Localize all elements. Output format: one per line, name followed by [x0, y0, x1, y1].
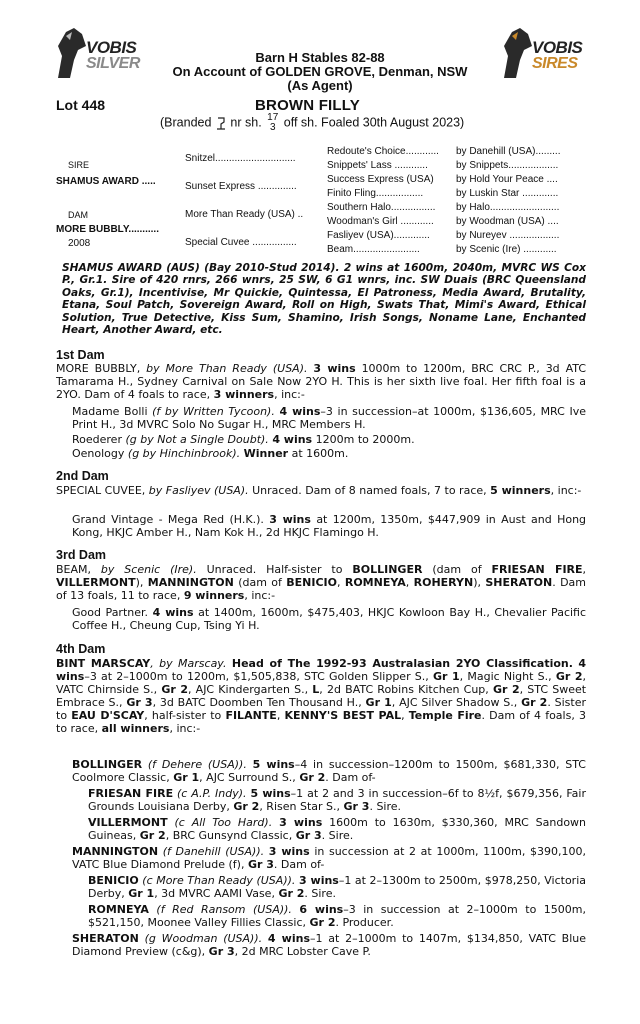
progeny-wins: 5 wins — [250, 787, 291, 800]
progeny-by: (g by Not a Single Doubt). — [125, 433, 269, 446]
fourth-dam-text: , VATC Chirnside S., — [56, 670, 587, 696]
half-sister-kennys-best-pal: KENNY'S BEST PAL — [284, 709, 402, 722]
brand-frac-top: 17 — [267, 112, 279, 123]
progeny-text: . Producer. — [335, 916, 394, 929]
grade-label: Gr 2 — [555, 670, 583, 683]
progeny-by: (c All Too Hard). — [174, 816, 273, 829]
progeny-grand-vintage — [72, 513, 586, 539]
progeny-text: –1 at 2–1000m to 1407m, $134,850, VATC Blue Diamond Preview (c&g), — [72, 932, 587, 958]
grade-label: Gr 1 — [128, 887, 155, 900]
brand-suffix: off sh. Foaled 30th August 2023) — [283, 115, 465, 130]
fourth-dam-wins: 4 wins — [56, 657, 586, 683]
progeny-wins: 4 wins — [267, 932, 310, 945]
logo-right-line1: VOBIS — [532, 38, 583, 57]
progeny-name: Good Partner. — [72, 606, 149, 619]
first-dam-heading: 1st Dam — [56, 348, 105, 362]
brand-frac-bottom: 3 — [269, 122, 276, 133]
fourth-dam-text: , AJC Silver Shadow S., — [391, 696, 518, 709]
second-dam-inc: , inc:- — [550, 484, 582, 497]
fourth-dam-inc: , inc:- — [169, 722, 201, 735]
grade-label: Gr 3 — [247, 858, 274, 871]
grade-label: Gr 3 — [126, 696, 153, 709]
second-dam-by: by Fasliyev (USA). — [148, 484, 249, 497]
progeny-wins: 3 wins — [298, 874, 339, 887]
progeny-text: , 3d MVRC AAMI Vase, — [154, 887, 275, 900]
first-dam-inc: , inc:- — [274, 388, 305, 401]
progeny-benicio — [88, 874, 586, 900]
fourth-dam-text: , Magic Night S., — [459, 670, 552, 683]
first-dam-text: 1000m to 1200m, BRC CRC P., 3d ATC Tamarama H., Sydney Carnival on Sale Now 2YO H. This is her sixth live foal. Her fifth foal is a 2YO. Dam of 4 foals to race, — [56, 362, 587, 401]
grade-label: Gr 2 — [278, 887, 305, 900]
lot-number: Lot 448 — [56, 97, 106, 113]
grade-label: Gr 3 — [343, 800, 370, 813]
progeny-wins: 4 wins — [272, 433, 313, 446]
progeny-name: MANNINGTON — [72, 845, 159, 858]
progeny-wins: 6 wins — [299, 903, 344, 916]
pedigree-gen3-3: Finito Fling................. — [327, 188, 424, 199]
progeny-name: Madame Bolli — [72, 405, 148, 418]
grade-label: Gr 1 — [433, 670, 460, 683]
grade-label: Gr 2 — [139, 829, 166, 842]
pedigree-gen4-5: by Woodman (USA) .... — [456, 216, 559, 227]
progeny-text: . Sire. — [321, 829, 354, 842]
grade-label: Gr 2 — [161, 683, 188, 696]
progeny-sheraton — [72, 932, 586, 958]
sibling-friesan-fire: FRIESAN FIRE — [491, 563, 583, 576]
progeny-text: 1200m to 2000m. — [315, 433, 415, 446]
sire-summary: SHAMUS AWARD (AUS) (Bay 2010-Stud 2014). 2 wins at 1600m, 2040m, MVRC WS Cox P., Gr.1. Sire of 420 rnrs, 266 wnrs, 25 SW, 6 G1 wnrs, inc. SW Duais (BRC Queensland Oaks, Gr.1), Incentivise, Mr Quickie, Quintessa, El Patroness, Media Award, Brutality, Etana, Soul Patch, Sovereign Award, Roll on High, Swats That, Mimi's Award, Ethical Solution, True Detective, Kiss Sum, Shamino, Irish Songs, Noname Lane, Enchanted Heart, Another Award, etc. — [62, 262, 586, 337]
listed-label: L — [312, 683, 320, 696]
third-dam-text: ), — [473, 576, 482, 589]
progeny-text: , 2d MRC Lobster Cave P. — [234, 945, 371, 958]
dam-year: 2008 — [68, 238, 91, 249]
grade-label: Gr 1 — [365, 696, 392, 709]
pedigree-gen4-1: by Snippets.................. — [456, 160, 559, 171]
progeny-name: VILLERMONT — [88, 816, 168, 829]
progeny-by: (c More Than Ready (USA)). — [142, 874, 296, 887]
pedigree-gen4-7: by Scenic (Ire) ............ — [456, 244, 557, 255]
progeny-name: Grand Vintage - Mega Red (H.K.). — [72, 513, 264, 526]
fourth-dam-by: , by Marscay. — [150, 657, 227, 670]
pedigree-gen3-7: Beam........................ — [327, 244, 420, 255]
logo-left-line1: VOBIS — [86, 38, 137, 57]
second-dam-paragraph — [56, 484, 586, 497]
half-sister-temple-fire: Temple Fire — [408, 709, 482, 722]
pedigree-gen4-6: by Nureyev .................. — [456, 230, 560, 241]
sibling-bollinger: BOLLINGER — [352, 563, 423, 576]
progeny-text: , BRC Gunsynd Classic, — [165, 829, 293, 842]
progeny-text: –3 in succession–at 1000m, $136,605, MRC Ive Print H., 3d MVRC Solo No Sugar H., MRC Members H. — [72, 405, 586, 431]
progeny-wins: 3 wins — [269, 513, 311, 526]
third-dam-text: ), — [135, 576, 144, 589]
progeny-wins: 3 wins — [279, 816, 323, 829]
second-dam-winners: 5 winners — [490, 484, 551, 497]
first-dam-paragraph — [56, 362, 586, 401]
third-dam-text: . Dam of 13 foals, 11 to race, — [56, 576, 586, 602]
progeny-text: –1 at 2–1300m to 2500m, $978,250, Victoria Derby, — [88, 874, 587, 900]
progeny-by: (c A.P. Indy). — [177, 787, 247, 800]
progeny-roederer — [72, 433, 586, 446]
progeny-name: FRIESAN FIRE — [88, 787, 174, 800]
half-sister-filante: FILANTE — [225, 709, 277, 722]
progeny-name: ROMNEYA — [88, 903, 149, 916]
fourth-dam-text: , STC Sweet Embrace S., — [56, 683, 587, 709]
fourth-dam-text: , AJC Kindergarten S., — [187, 683, 309, 696]
dam-name: MORE BUBBLY........... — [56, 224, 159, 235]
sister-eau-dscay: EAU D'SCAY — [71, 709, 145, 722]
progeny-text: , Risen Star S., — [259, 800, 341, 813]
third-dam-text: , — [582, 563, 587, 576]
progeny-by: (f Red Ransom (USA)). — [156, 903, 292, 916]
logo-right-line2: SIRES — [532, 55, 578, 72]
pedigree-gen3-5: Woodman's Girl ............ — [327, 216, 434, 227]
second-dam-heading: 2nd Dam — [56, 469, 109, 483]
progeny-wins: Winner — [243, 447, 289, 460]
third-dam-name: BEAM, — [56, 563, 92, 576]
progeny-text: at 1200m, 1350m, $447,909 in Aust and Hong Kong, HKJC Amber H., Nam Kok H., 2d HKJC Flamingo H. — [72, 513, 587, 539]
first-dam-name: MORE BUBBLY, — [56, 362, 141, 375]
sibling-roheryn: ROHERYN — [413, 576, 474, 589]
fourth-dam-text: . Dam of 4 foals, 3 to race, — [56, 709, 587, 735]
first-dam-wins: 3 wins — [313, 362, 356, 375]
grade-label: Gr 3 — [208, 945, 235, 958]
progeny-mannington — [72, 845, 586, 871]
progeny-text: at 1400m, 1600m, $475,403, HKJC Kowloon Bay H., Chevalier Pacific Coffee H., Cheung Cup, Tsing Yi H. — [72, 606, 587, 632]
brand-prefix: (Branded — [160, 115, 212, 130]
progeny-by: (g Woodman (USA)). — [144, 932, 263, 945]
progeny-by: (f Danehill (USA)). — [162, 845, 265, 858]
third-dam-text: Unraced. Half-sister to — [206, 563, 343, 576]
third-dam-text: (dam of — [238, 576, 282, 589]
grade-label: Gr 2 — [492, 683, 520, 696]
progeny-madame-bolli — [72, 405, 586, 431]
third-dam-inc: , inc:- — [244, 589, 276, 602]
third-dam-paragraph — [56, 563, 586, 602]
pedigree-gen2-0: Snitzel............................. — [185, 153, 296, 164]
grade-label: Gr 2 — [521, 696, 548, 709]
logo-left-line2: SILVER — [86, 55, 140, 72]
sire-label: SIRE — [68, 160, 90, 170]
progeny-wins: 5 wins — [252, 758, 295, 771]
grade-label: Gr 1 — [173, 771, 200, 784]
sire-name: SHAMUS AWARD ..... — [56, 176, 156, 187]
pedigree-gen3-1: Snippets' Lass ............ — [327, 160, 428, 171]
second-dam-name: SPECIAL CUVEE, — [56, 484, 146, 497]
pedigree-gen4-4: by Halo......................... — [456, 202, 560, 213]
fourth-dam-heading: 4th Dam — [56, 642, 106, 656]
progeny-good-partner — [72, 606, 586, 632]
progeny-romneya — [88, 903, 586, 929]
first-dam-by: by More Than Ready (USA). — [146, 362, 308, 375]
progeny-name: BOLLINGER — [72, 758, 143, 771]
progeny-villermont — [88, 816, 586, 842]
grade-label: Gr 2 — [233, 800, 260, 813]
third-dam-winners: 9 winners — [183, 589, 245, 602]
pedigree-gen4-3: by Luskin Star ............. — [456, 188, 559, 199]
progeny-text: –1 at 2 and 3 in succession–6f to 8½f, $679,356, Fair Grounds Louisiana Derby, — [88, 787, 586, 813]
progeny-wins: 4 wins — [152, 606, 194, 619]
progeny-text: . Sire. — [369, 800, 402, 813]
brand-mark-icon — [215, 116, 227, 130]
third-dam-by: by Scenic (Ire). — [100, 563, 197, 576]
progeny-text: 1600m to 1630m, $330,360, MRC Sandown Guineas, — [88, 816, 587, 842]
fourth-dam-text: , 3d BATC Doomben Ten Thousand H., — [152, 696, 362, 709]
third-dam-heading: 3rd Dam — [56, 548, 107, 562]
fourth-dam-paragraph — [56, 657, 586, 735]
progeny-text: . Dam of- — [273, 858, 325, 871]
first-dam-winners: 3 winners — [213, 388, 275, 401]
sibling-romneya: ROMNEYA — [344, 576, 406, 589]
progeny-text: at 1600m. — [291, 447, 349, 460]
account-line: On Account of GOLDEN GROVE, Denman, NSW — [172, 64, 468, 79]
progeny-text: . Sire. — [304, 887, 336, 900]
progeny-bollinger — [72, 758, 586, 784]
third-dam-text: , — [336, 576, 341, 589]
progeny-wins: 3 wins — [268, 845, 310, 858]
fourth-dam-text: . Sister to — [56, 696, 586, 722]
progeny-friesan-fire — [88, 787, 586, 813]
third-dam-text: (dam of — [432, 563, 482, 576]
grade-label: Gr 3 — [295, 829, 322, 842]
sibling-villermont: VILLERMONT — [56, 576, 136, 589]
pedigree-gen2-1: Sunset Express .............. — [185, 181, 297, 192]
progeny-wins: 4 wins — [279, 405, 321, 418]
progeny-oenology — [72, 447, 586, 460]
sibling-benicio: BENICIO — [286, 576, 337, 589]
sibling-sheraton: SHERATON — [485, 576, 553, 589]
progeny-by: (g by Hinchinbrook). — [127, 447, 241, 460]
dam-label: DAM — [68, 210, 88, 220]
agent-line: (As Agent) — [287, 78, 353, 93]
pedigree-gen2-2: More Than Ready (USA) .. — [185, 209, 304, 220]
fourth-dam-text: , half-sister to — [144, 709, 222, 722]
grade-label: Gr 2 — [299, 771, 326, 784]
pedigree-gen3-6: Fasliyev (USA)............. — [327, 230, 430, 241]
third-dam-text: , — [405, 576, 410, 589]
fourth-dam-name: BINT MARSCAY — [56, 657, 151, 670]
pedigree-gen4-2: by Hold Your Peace .... — [456, 174, 558, 185]
progeny-by: (f by Written Tycoon). — [152, 405, 275, 418]
pedigree-gen3-0: Redoute's Choice............ — [327, 146, 439, 157]
fourth-dam-text: , 2d BATC Robins Kitchen Cup, — [319, 683, 489, 696]
fourth-dam-winners: all winners — [101, 722, 170, 735]
progeny-text: . Dam of- — [325, 771, 376, 784]
second-dam-text: Unraced. Dam of 8 named foals, 7 to race, — [252, 484, 487, 497]
brand-fraction — [267, 113, 278, 133]
brand-mid: nr sh. — [230, 115, 262, 130]
pedigree-gen4-0: by Danehill (USA)......... — [456, 146, 561, 157]
stables-line: Barn H Stables 82-88 — [255, 50, 385, 65]
sibling-mannington: MANNINGTON — [147, 576, 234, 589]
brand-line — [160, 113, 464, 133]
horse-description: BROWN FILLY — [255, 97, 360, 114]
pedigree-gen2-3: Special Cuvee ................ — [185, 237, 297, 248]
progeny-text: in succession at 2 at 1000m, 1100m, $390,100, VATC Blue Diamond Prelude (f), — [72, 845, 586, 871]
progeny-name: BENICIO — [88, 874, 139, 887]
pedigree-gen3-4: Southern Halo................ — [327, 202, 436, 213]
fourth-dam-text: –3 at 2–1000m to 1200m, $1,505,838, STC Golden Slipper S., — [84, 670, 429, 683]
fourth-dam-head: Head of The 1992-93 Australasian 2YO Classification. — [231, 657, 573, 670]
progeny-name: Oenology — [72, 447, 125, 460]
progeny-text: –4 in succession–1200m to 1500m, $681,330, STC Coolmore Classic, — [72, 758, 586, 784]
fourth-dam-text: , — [401, 709, 405, 722]
progeny-by: (f Dehere (USA)). — [147, 758, 247, 771]
progeny-text: –3 in succession at 2–1000m to 1500m, $521,150, Moonee Valley Fillies Classic, — [88, 903, 586, 929]
fourth-dam-text: , — [276, 709, 281, 722]
pedigree-gen3-2: Success Express (USA) — [327, 174, 434, 185]
progeny-name: Roederer — [72, 433, 122, 446]
grade-label: Gr 2 — [309, 916, 336, 929]
progeny-text: , AJC Surround S., — [199, 771, 296, 784]
progeny-name: SHERATON — [72, 932, 139, 945]
